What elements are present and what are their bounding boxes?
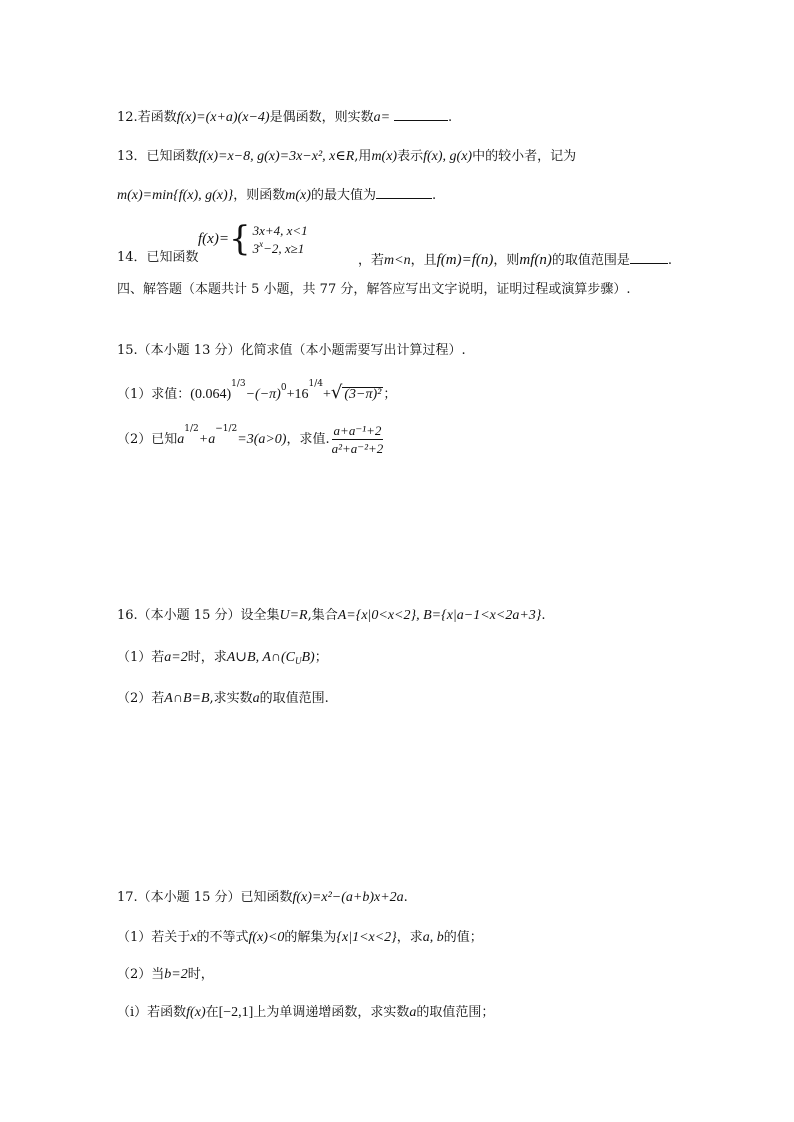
q17-p1-mid3: ，求 bbox=[396, 930, 423, 945]
q13-mid3: 中的较小者，记为 bbox=[472, 149, 577, 164]
q17-head: 17.（本小题 15 分）已知函数 bbox=[117, 890, 293, 905]
q17-expr: f(x)=x²−(a+b)x+2a bbox=[292, 890, 404, 905]
q16-p2-end: 的取值范围. bbox=[259, 691, 329, 706]
q14-case2 bbox=[252, 238, 308, 256]
q14-fm: f(m)=f(n) bbox=[436, 252, 494, 268]
question-16-part1 bbox=[117, 651, 328, 665]
q16-p1-expr: A∪B, A∩(C bbox=[226, 650, 295, 665]
q14-c3: ，则 bbox=[493, 253, 520, 268]
q15-p2-fraction bbox=[332, 424, 384, 455]
q15-p1-a-exp: 1/3 bbox=[231, 379, 246, 389]
q13-number: 13． bbox=[117, 149, 147, 164]
q13-mid1: ,用 bbox=[354, 149, 372, 164]
q16-p2-label: （2）若 bbox=[117, 691, 165, 706]
q12-mid: 是偶函数，则实数 bbox=[269, 110, 374, 125]
q17-p1-end: 的值； bbox=[443, 930, 483, 945]
q13-end: . bbox=[431, 188, 437, 203]
q14-lead: 已知函数 bbox=[146, 250, 199, 265]
q17-p1-ineq: f(x)<0 bbox=[248, 930, 285, 945]
q15-p2-b-exp: −1/2 bbox=[215, 424, 238, 434]
q12-lead: 若函数 bbox=[137, 110, 177, 125]
q15-p1-c: +16 bbox=[286, 387, 309, 402]
q13-line2-mx: m(x) bbox=[285, 188, 311, 203]
q17-pi-end: 的取值范围； bbox=[416, 1005, 495, 1020]
question-16-head bbox=[117, 609, 546, 623]
q13-mx: m(x) bbox=[371, 149, 398, 164]
q15-p1-d: + bbox=[322, 387, 331, 402]
q12-number: 12. bbox=[117, 110, 138, 125]
q17-pi-a: a bbox=[409, 1005, 417, 1020]
q15-p1-label: （1）求值： bbox=[117, 387, 191, 402]
q14-end: . bbox=[667, 253, 673, 268]
q16-p2-a: a bbox=[252, 691, 260, 706]
q14-mn: m<n bbox=[384, 253, 411, 268]
question-12 bbox=[117, 108, 452, 125]
q15-p1-b-exp: 0 bbox=[280, 383, 287, 393]
q17-p1-ab: a, b bbox=[422, 930, 444, 945]
q14-brace: { bbox=[228, 219, 251, 259]
q15-p1-a: (0.064) bbox=[190, 387, 232, 402]
question-13-line2 bbox=[117, 186, 436, 203]
q14-c1: ，若 bbox=[358, 253, 385, 268]
q16-p2-expr: A∩B=B bbox=[164, 691, 210, 706]
question-17-part1 bbox=[117, 931, 483, 945]
question-14-tail bbox=[358, 251, 672, 268]
q17-p1-mid2: 的解集为 bbox=[284, 930, 337, 945]
question-17-part2 bbox=[117, 968, 214, 982]
q16-p2-mid: ,求实数 bbox=[209, 691, 253, 706]
q14-case2-base: 3 bbox=[252, 240, 260, 256]
q12-expr: f(x)=(x+a)(x−4) bbox=[176, 110, 270, 125]
q13-min-expr: m(x)=min{f(x), g(x)} bbox=[117, 188, 234, 203]
q13-fg: f(x), g(x) bbox=[423, 149, 473, 164]
q12-var: a= bbox=[373, 110, 391, 125]
q16-end: . bbox=[541, 608, 546, 623]
q14-fx: f(x)= bbox=[198, 230, 229, 247]
q17-p2-label: （2）当 bbox=[117, 967, 165, 982]
q13-lead: 已知函数 bbox=[146, 149, 199, 164]
q17-end: . bbox=[403, 890, 408, 905]
q14-case2-rest: −2, x≥1 bbox=[263, 240, 305, 256]
q17-p1-label: （1）若关于 bbox=[117, 930, 191, 945]
q14-piecewise bbox=[198, 219, 308, 259]
q15-p2-denominator: a²+a⁻²+2 bbox=[331, 441, 384, 456]
question-14 bbox=[117, 251, 199, 264]
q16-p1-expr2: B) bbox=[301, 650, 315, 665]
q16-u: U=R bbox=[279, 608, 308, 623]
q16-p1-sub: U bbox=[295, 656, 302, 666]
q15-p2-fraction-bar bbox=[332, 439, 384, 440]
question-16-part2 bbox=[117, 692, 329, 706]
section-4-heading: 四、解答题（本题共计 5 小题，共 77 分，解答应写出文字说明，证明过程或演算步骤）. bbox=[117, 282, 631, 297]
q16-p1-end: ； bbox=[314, 650, 328, 665]
q13-line2-mid: ，则函数 bbox=[233, 188, 286, 203]
q16-mid: ,集合 bbox=[307, 608, 338, 623]
q14-mfn: mf(n) bbox=[519, 252, 552, 268]
q14-c4: 的取值范围是 bbox=[551, 253, 630, 268]
question-15-head: 15.（本小题 13 分）化简求值（本小题需要写出计算过程）. bbox=[117, 343, 466, 358]
q15-p1-end: ； bbox=[383, 387, 397, 402]
question-15-part1 bbox=[117, 379, 397, 403]
q14-cases bbox=[253, 224, 308, 255]
q15-p1-c-exp: 1/4 bbox=[308, 379, 323, 389]
q13-answer-blank bbox=[376, 186, 432, 199]
q17-pi-int: [−2,1] bbox=[218, 1005, 254, 1020]
q15-p2-numerator: a+a⁻¹+2 bbox=[333, 423, 382, 438]
q17-pi-label: （i）若函数 bbox=[117, 1005, 187, 1020]
question-17-head bbox=[117, 891, 408, 905]
q15-p2-label: （2）已知 bbox=[117, 432, 178, 447]
q15-p1-root: (3−π)² bbox=[344, 387, 382, 402]
q16-p1-label: （1）若 bbox=[117, 650, 165, 665]
q15-p2-mid: ，求值. bbox=[286, 432, 330, 447]
q13-mid2: 表示 bbox=[397, 149, 424, 164]
q13-line2-tail: 的最大值为 bbox=[310, 188, 376, 203]
q15-p1-b: −(−π) bbox=[245, 387, 281, 402]
q15-p2-a-exp: 1/2 bbox=[184, 424, 199, 434]
q15-sqrt-sign: √ bbox=[330, 382, 343, 403]
q17-pi-fx: f(x) bbox=[186, 1005, 206, 1020]
q12-tail: . bbox=[448, 110, 453, 125]
question-17-part2-i bbox=[117, 1006, 494, 1020]
question-13 bbox=[117, 150, 576, 164]
q15-p2-a: a bbox=[177, 431, 185, 447]
q17-p1-mid: 的不等式 bbox=[196, 930, 249, 945]
q16-sets: A={x|0<x<2}, B={x|a−1<x<2a+3} bbox=[337, 608, 542, 623]
q17-p1-set: {x|1<x<2} bbox=[336, 930, 397, 945]
q12-answer-blank bbox=[394, 108, 448, 121]
q14-c2: ，且 bbox=[410, 253, 437, 268]
q14-case2-exp: x bbox=[259, 238, 264, 249]
q15-p2-c: =3(a>0) bbox=[237, 431, 287, 447]
q14-number: 14． bbox=[117, 250, 147, 265]
q16-p1-mid: 时，求 bbox=[187, 650, 227, 665]
q16-head: 16.（本小题 15 分）设全集 bbox=[117, 608, 280, 623]
q16-p1-a: a=2 bbox=[164, 650, 188, 665]
q15-p2-b: +a bbox=[198, 431, 216, 447]
q14-case1: 3x+4, x<1 bbox=[252, 222, 308, 238]
q17-pi-mid: 在 bbox=[205, 1005, 219, 1020]
q17-pi-mid2: 上为单调递增函数，求实数 bbox=[253, 1005, 410, 1020]
q13-expr: f(x)=x−8, g(x)=3x−x², x∈R bbox=[198, 149, 355, 164]
q17-p1-x: x bbox=[190, 930, 197, 945]
q17-p2-end: 时， bbox=[187, 967, 214, 982]
q14-answer-blank bbox=[630, 251, 668, 264]
q17-p2-b: b=2 bbox=[164, 967, 188, 982]
question-15-part2 bbox=[117, 424, 385, 455]
